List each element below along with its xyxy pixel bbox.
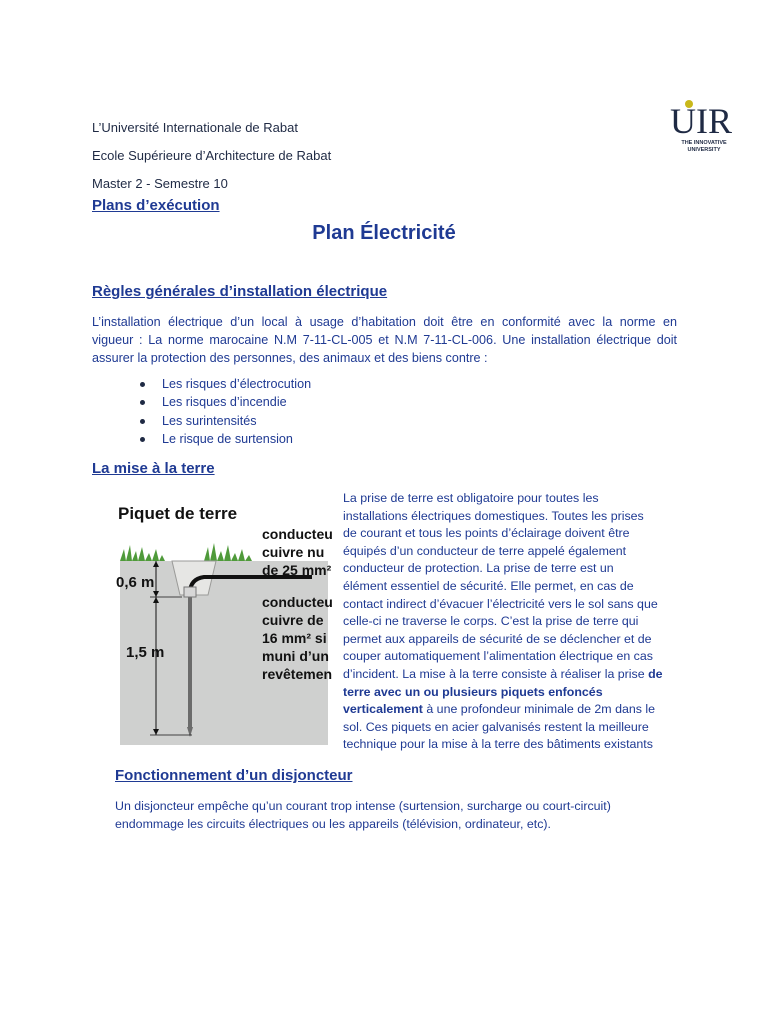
uir-logo	[668, 96, 740, 160]
earthing-line: technique pour la mise à la terre des bâtiments existants	[343, 737, 653, 752]
earthing-line: La prise de terre est obligatoire pour toutes les	[343, 491, 599, 505]
svg-text:conducteur: conducteur	[262, 526, 332, 542]
earthing-line	[343, 684, 688, 702]
logo-letters: UIR	[670, 101, 732, 141]
bullet-icon	[140, 382, 145, 387]
earthing-line: équipés d’un conducteur de terre appelé également	[343, 543, 627, 558]
breaker-heading: Fonctionnement d’un disjoncteur	[115, 767, 353, 784]
rules-line-3: assurer la protection des personnes, des animaux et des biens contre :	[92, 351, 488, 366]
list-item: Les surintensités	[140, 412, 311, 430]
earthing-line: sol. Ces piquets en acier galvanisés restent la meilleure	[343, 719, 649, 734]
breaker-line-2: endommage les circuits électriques ou les appareils (télévision, ordinateur, etc).	[115, 817, 551, 831]
program-semester: Master 2 - Semestre 10	[92, 176, 228, 191]
svg-text:16 mm² si: 16 mm² si	[262, 630, 327, 646]
conductor-coated-label	[262, 594, 332, 682]
section-heading: Plans d’exécution	[92, 197, 220, 214]
depth-label-1: 0,6 m	[116, 574, 155, 591]
svg-text:cuivre de: cuivre de	[262, 612, 324, 628]
svg-text:muni d’un: muni d’un	[262, 648, 329, 664]
figure-title: Piquet de terre	[118, 504, 238, 523]
svg-text:revêtement: revêtement	[262, 666, 332, 682]
ground-rod-figure	[112, 495, 332, 745]
risk-list	[140, 375, 311, 448]
earthing-line: celle-ci ne traverse le corps. C’est la prise de terre qui	[343, 614, 639, 629]
breaker-paragraph	[115, 797, 695, 833]
svg-text:cuivre nu: cuivre nu	[262, 544, 325, 560]
list-item: Les risques d’incendie	[140, 393, 311, 411]
earthing-line: de courant et tous les points d’éclairage doivent être	[343, 526, 630, 541]
earthing-line: contact indirect d’évacuer l’électricité vers le sol sans que	[343, 596, 658, 611]
university-name: L’Université Internationale de Rabat	[92, 120, 298, 135]
earthing-line: élément essentiel de sécurité. Elle permet, en cas de	[343, 578, 634, 593]
earthing-line: installations électriques domestiques. Toutes les prises	[343, 508, 644, 523]
earthing-heading: La mise à la terre	[92, 460, 215, 477]
emphasis-text: de	[648, 666, 663, 681]
svg-text:de 25 mm²: de 25 mm²	[262, 562, 332, 578]
bullet-icon	[140, 400, 145, 405]
grass-icon	[120, 543, 252, 561]
earthing-line: verticalement à une profondeur minimale de 2m dans le	[343, 702, 656, 717]
breaker-line-1: Un disjoncteur empêche qu’un courant trop intense (surtension, surcharge ou court-circuit)	[115, 799, 611, 813]
rules-heading: Règles générales d’installation électrique	[92, 283, 388, 300]
svg-text:conducteur: conducteur	[262, 594, 332, 610]
school-name: Ecole Supérieure d’Architecture de Rabat	[92, 148, 332, 163]
logo-tagline-2: UNIVERSITY	[687, 147, 721, 153]
rules-paragraph	[92, 313, 677, 368]
earthing-line: couper automatiquement l’alimentation électrique en cas	[343, 649, 653, 664]
bullet-icon	[140, 419, 145, 424]
emphasis-text: terre avec un ou plusieurs piquets enfoncés	[343, 684, 603, 699]
earthing-line: conducteur de protection. La prise de terre est un	[343, 561, 614, 576]
bullet-icon	[140, 437, 145, 442]
rules-line-2: vigueur : La norme marocaine N.M 7-11-CL-005 et N.M 7-11-CL-006. Une installation électrique doit	[92, 333, 677, 348]
list-item: Le risque de surtension	[140, 430, 311, 448]
rules-line-1: L’installation électrique d’un local à usage d’habitation doit être en conformité avec la norme en	[92, 315, 677, 329]
earthing-line: permet aux appareils de sécurité de se déclencher et de	[343, 631, 652, 646]
logo-tagline-1: THE INNOVATIVE	[681, 140, 727, 146]
list-item: Les risques d’électrocution	[140, 375, 311, 393]
emphasis-text: verticalement	[343, 702, 423, 717]
earthing-paragraph	[343, 490, 688, 754]
page-title: Plan Électricité	[312, 222, 456, 244]
conductor-bare-label	[262, 526, 332, 578]
earthing-line: d’incident. La mise à la terre consiste à réaliser la prise de	[343, 666, 663, 681]
depth-label-2: 1,5 m	[126, 644, 165, 661]
